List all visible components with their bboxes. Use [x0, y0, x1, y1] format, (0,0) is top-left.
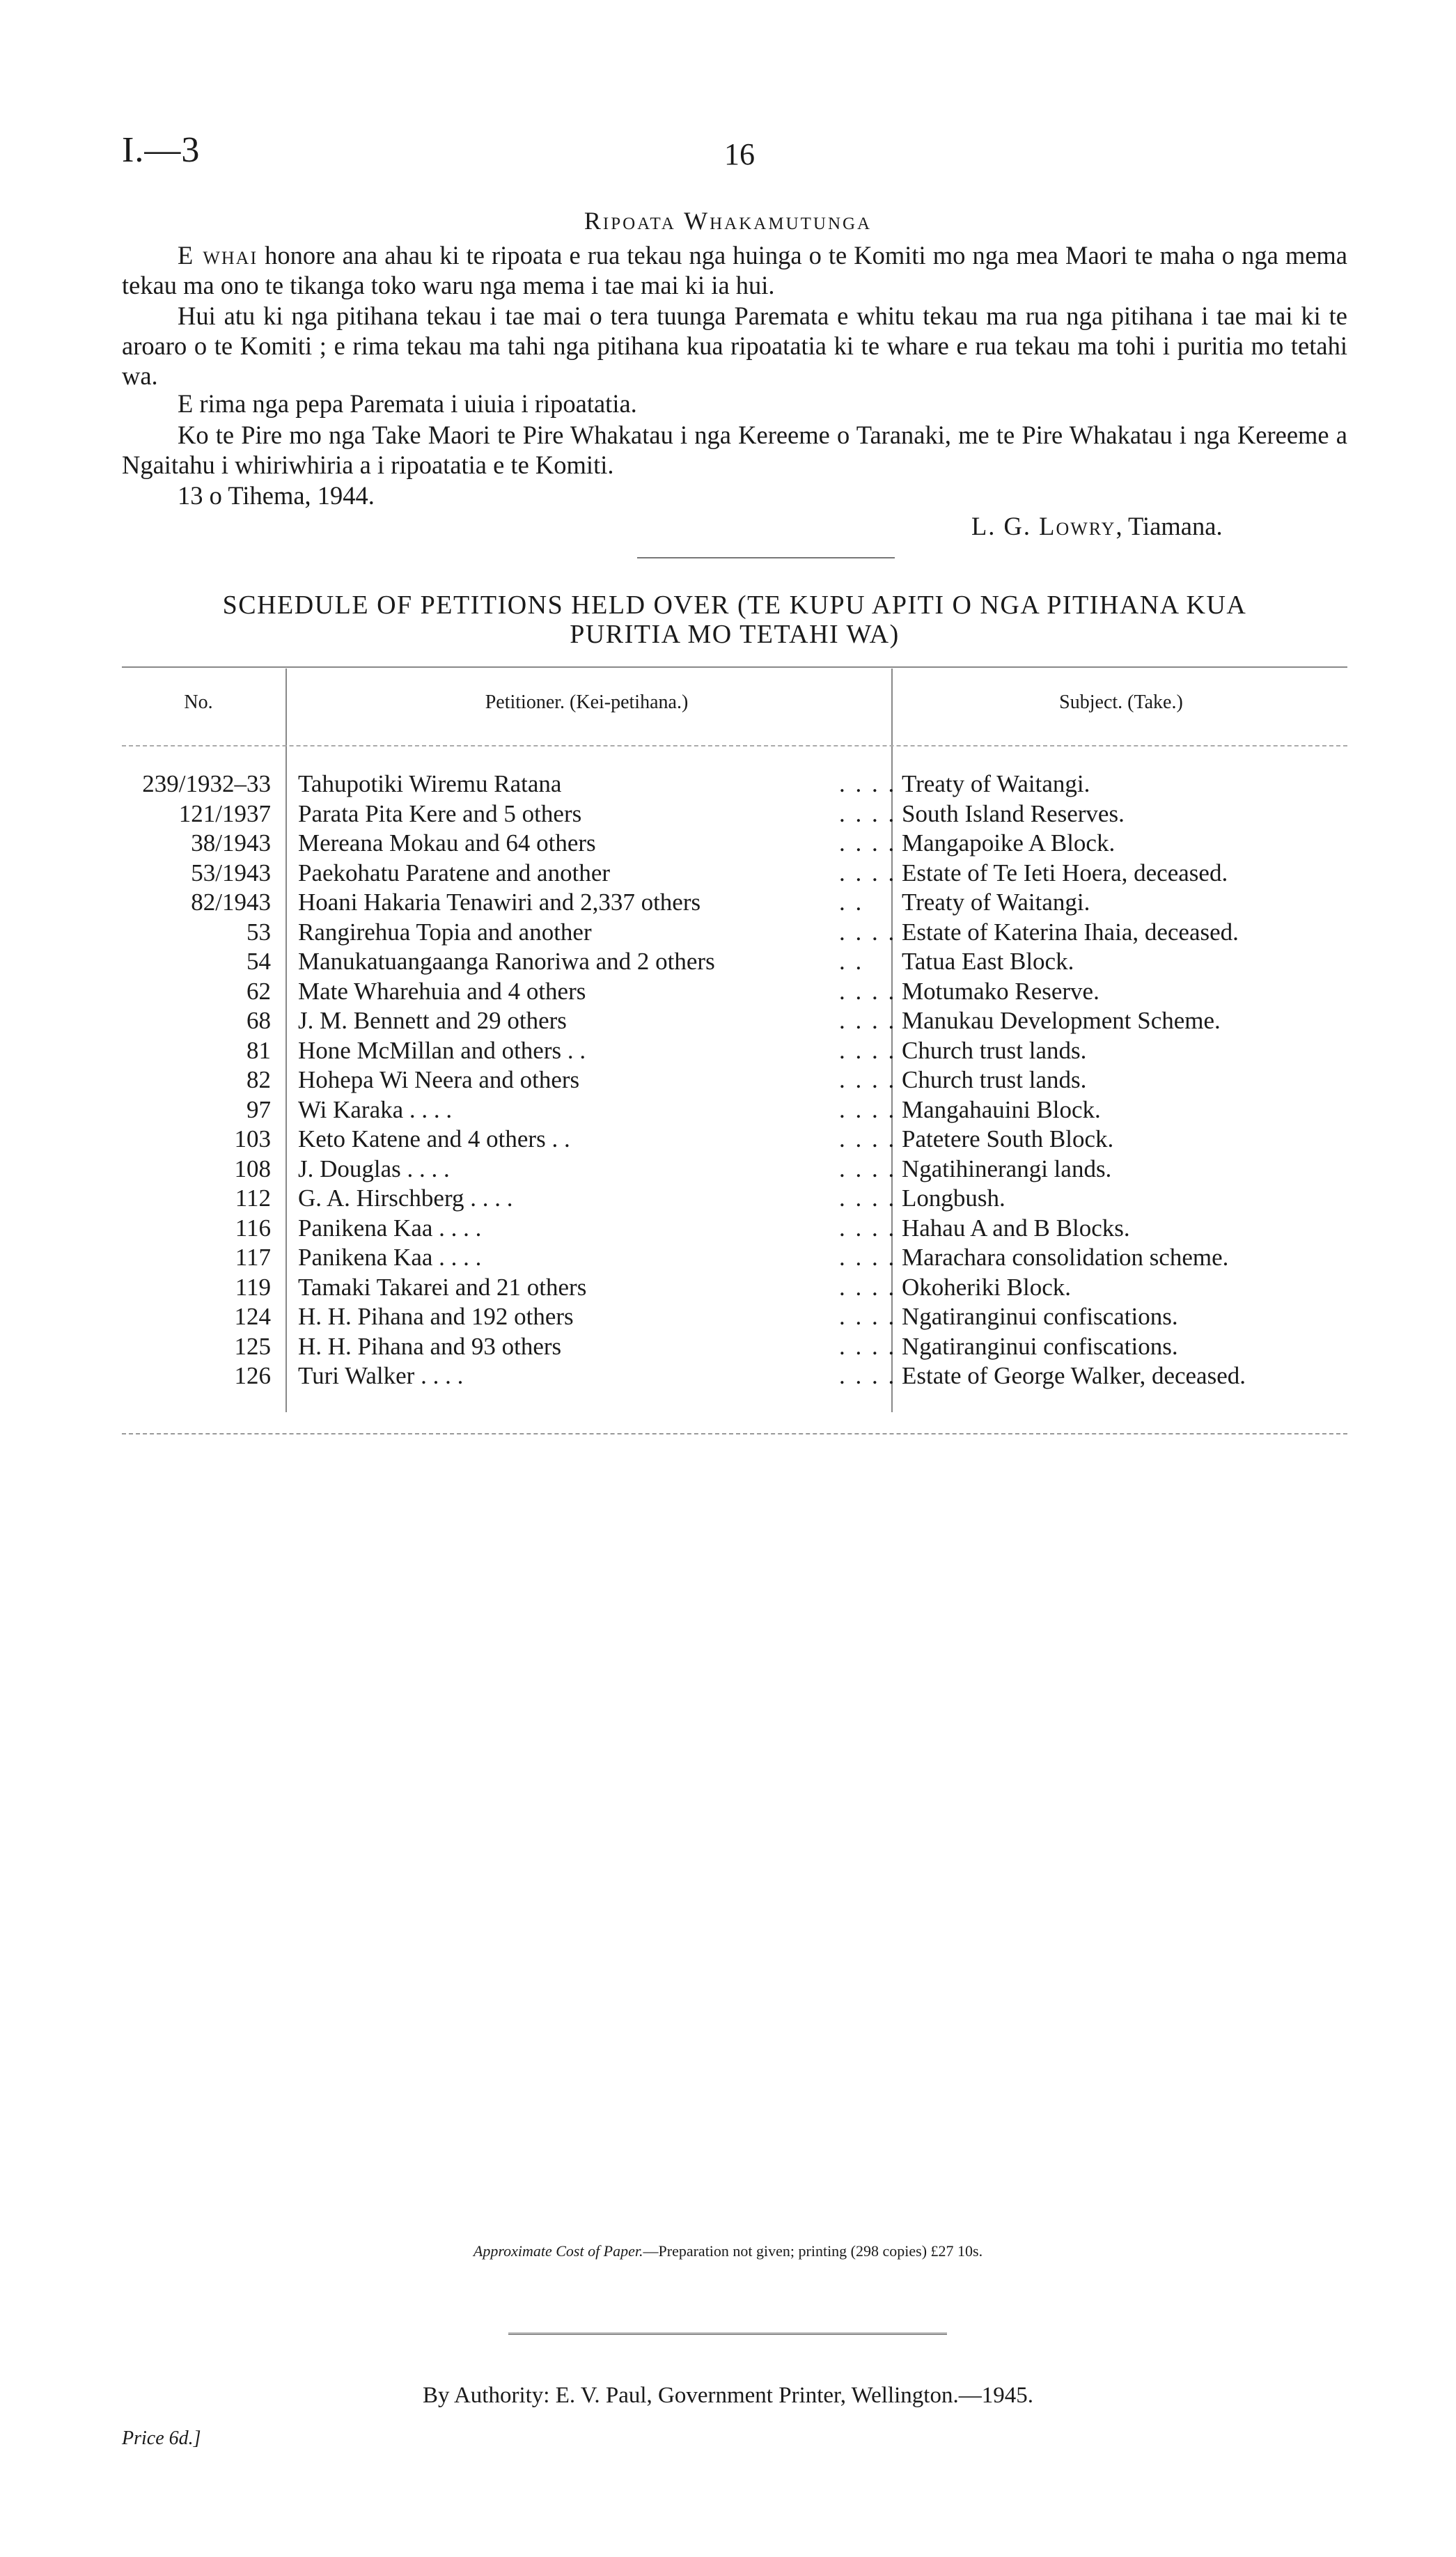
- row-leader-dots: . .: [839, 948, 864, 975]
- row-leader-dots: . . . .: [839, 1007, 897, 1034]
- row-petitioner: Mereana Mokau and 64 others: [298, 829, 596, 857]
- signature-title: , Tiamana.: [1116, 512, 1223, 540]
- row-number: 82: [246, 1066, 271, 1093]
- table-row: [0, 1065, 1456, 1095]
- row-subject: Motumako Reserve.: [902, 977, 1099, 1005]
- row-subject: Church trust lands.: [902, 1066, 1087, 1093]
- row-subject: Estate of Te Ieti Hoera, deceased.: [902, 859, 1228, 886]
- row-leader-dots: . . . .: [839, 1244, 897, 1271]
- table-bottom-rule: [122, 1433, 1347, 1434]
- footer-divider: [508, 2333, 947, 2337]
- row-leader-dots: . . . .: [839, 799, 897, 827]
- row-number: 81: [246, 1036, 271, 1064]
- row-leader-dots: . . . .: [839, 1036, 897, 1064]
- row-leader-dots: . . . .: [839, 1184, 897, 1212]
- row-leader-dots: . . . .: [839, 1125, 897, 1152]
- row-subject: Manukau Development Scheme.: [902, 1007, 1221, 1034]
- row-petitioner: Tahupotiki Wiremu Ratana: [298, 770, 562, 797]
- row-petitioner: Wi Karaka . . . .: [298, 1095, 453, 1123]
- schedule-table-body: [0, 769, 1456, 1391]
- table-row: [0, 1184, 1456, 1214]
- row-number: 53/1943: [191, 859, 271, 886]
- table-row: [0, 1036, 1456, 1066]
- row-petitioner: Panikena Kaa . . . .: [298, 1214, 482, 1242]
- row-petitioner: Parata Pita Kere and 5 others: [298, 799, 582, 827]
- table-row: [0, 799, 1456, 829]
- cost-note-text: —Preparation not given; printing (298 copies) £27 10s.: [643, 2242, 983, 2260]
- row-leader-dots: . . . .: [839, 829, 897, 857]
- row-number: 38/1943: [191, 829, 271, 857]
- table-header-rule: [122, 745, 1347, 746]
- signature: [971, 511, 1223, 541]
- row-subject: Marachara consolidation scheme.: [902, 1244, 1229, 1271]
- row-subject: Okoheriki Block.: [902, 1273, 1072, 1301]
- row-number: 62: [246, 977, 271, 1005]
- row-leader-dots: . . . .: [839, 918, 897, 946]
- row-subject: Ngatiranginui confiscations.: [902, 1332, 1178, 1360]
- row-subject: South Island Reserves.: [902, 799, 1125, 827]
- price: Price 6d.]: [122, 2427, 201, 2449]
- row-subject: Ngatiranginui confiscations.: [902, 1303, 1178, 1330]
- row-subject: Longbush.: [902, 1184, 1005, 1212]
- row-subject: Ngatihinerangi lands.: [902, 1155, 1112, 1182]
- report-paragraph-1: [122, 240, 1347, 300]
- row-number: 112: [235, 1184, 271, 1212]
- row-number: 126: [234, 1362, 271, 1389]
- row-number: 125: [234, 1332, 271, 1360]
- row-petitioner: Keto Katene and 4 others . .: [298, 1125, 570, 1152]
- row-subject: Church trust lands.: [902, 1036, 1087, 1064]
- document-reference: I.—3: [122, 130, 201, 170]
- report-paragraph-1-text: honore ana ahau ki te ripoata e rua tekau nga huinga o te Komiti mo nga mea Maori te maha o nga mema tekau ma ono te tikanga toko waru nga mema i tae mai ki ia hui.: [122, 241, 1348, 299]
- report-date: 13 o Tihema, 1944.: [178, 481, 375, 510]
- row-petitioner: Paekohatu Paratene and another: [298, 859, 611, 886]
- table-row: [0, 1361, 1456, 1391]
- table-row: [0, 859, 1456, 889]
- row-leader-dots: . . . .: [839, 1362, 897, 1389]
- row-number: 54: [246, 948, 271, 975]
- table-row: [0, 1214, 1456, 1244]
- row-subject: Treaty of Waitangi.: [902, 889, 1090, 916]
- row-petitioner: H. H. Pihana and 192 others: [298, 1303, 574, 1330]
- row-petitioner: Mate Wharehuia and 4 others: [298, 977, 586, 1005]
- row-number: 116: [235, 1214, 271, 1242]
- row-subject: Estate of George Walker, deceased.: [902, 1362, 1246, 1389]
- row-number: 103: [234, 1125, 271, 1152]
- row-number: 117: [235, 1244, 271, 1271]
- schedule-title: [122, 591, 1347, 649]
- cost-note-label: Approximate Cost of Paper.: [473, 2242, 643, 2260]
- row-petitioner: Hone McMillan and others . .: [298, 1036, 586, 1064]
- row-number: 97: [246, 1095, 271, 1123]
- section-divider: [637, 557, 895, 558]
- row-number: 68: [246, 1007, 271, 1034]
- table-row: [0, 1302, 1456, 1332]
- printer-authority: By Authority: E. V. Paul, Government Printer, Wellington.—1945.: [423, 2383, 1033, 2408]
- row-leader-dots: . . . .: [839, 859, 897, 886]
- row-leader-dots: . . . .: [839, 770, 897, 797]
- row-petitioner: J. M. Bennett and 29 others: [298, 1007, 567, 1034]
- row-leader-dots: . . . .: [839, 1214, 897, 1242]
- row-petitioner: Turi Walker . . . .: [298, 1362, 464, 1389]
- table-row: [0, 1125, 1456, 1155]
- table-row: [0, 1095, 1456, 1125]
- row-subject: Patetere South Block.: [902, 1125, 1114, 1152]
- schedule-title-line-1: SCHEDULE OF PETITIONS HELD OVER (TE KUPU APITI O NGA PITIHANA KUA: [222, 591, 1247, 620]
- row-petitioner: Manukatuangaanga Ranoriwa and 2 others: [298, 948, 715, 975]
- table-row: [0, 1243, 1456, 1273]
- report-paragraph-1-lead: E whai: [178, 241, 258, 269]
- report-title: Ripoata Whakamutunga: [584, 207, 872, 235]
- report-paragraph-3: E rima nga pepa Paremata i uiuia i ripoatatia.: [178, 389, 637, 418]
- row-petitioner: H. H. Pihana and 93 others: [298, 1332, 562, 1360]
- signature-name: L. G. Lowry: [971, 512, 1116, 540]
- table-row: [0, 947, 1456, 977]
- row-petitioner: G. A. Hirschberg . . . .: [298, 1184, 513, 1212]
- table-row: [0, 888, 1456, 918]
- row-subject: Tatua East Block.: [902, 948, 1074, 975]
- table-row: [0, 1273, 1456, 1303]
- table-row: [0, 918, 1456, 948]
- row-leader-dots: . . . .: [839, 1155, 897, 1182]
- row-leader-dots: . .: [839, 889, 864, 916]
- row-number: 53: [246, 918, 271, 946]
- row-number: 108: [234, 1155, 271, 1182]
- row-subject: Treaty of Waitangi.: [902, 770, 1090, 797]
- page-number: 16: [724, 137, 755, 171]
- table-row: [0, 1155, 1456, 1184]
- row-number: 82/1943: [191, 889, 271, 916]
- table-row: [0, 769, 1456, 799]
- row-number: 119: [235, 1273, 271, 1301]
- report-paragraph-2: Hui atu ki nga pitihana tekau i tae mai o tera tuunga Paremata e whitu tekau ma rua nga pitihana i tae mai ki te aroaro o te Komiti ; e rima tekau ma tahi nga pitihana kua ripoatatia ki te whare e rua tekau ma tohi i puritia mo tetahi wa.: [122, 302, 1347, 390]
- row-subject: Hahau A and B Blocks.: [902, 1214, 1130, 1242]
- row-number: 121/1937: [178, 799, 271, 827]
- table-row: [0, 1332, 1456, 1362]
- row-subject: Estate of Katerina Ihaia, deceased.: [902, 918, 1239, 946]
- row-leader-dots: . . . .: [839, 1303, 897, 1330]
- row-number: 124: [234, 1303, 271, 1330]
- table-top-rule: [122, 666, 1347, 668]
- row-subject: Mangapoike A Block.: [902, 829, 1116, 857]
- table-row: [0, 977, 1456, 1007]
- column-header-subject: Subject. (Take.): [1059, 691, 1183, 713]
- row-petitioner: Rangirehua Topia and another: [298, 918, 592, 946]
- row-subject: Mangahauini Block.: [902, 1095, 1101, 1123]
- column-header-petitioner: Petitioner. (Kei-petihana.): [485, 691, 689, 713]
- table-row: [0, 1006, 1456, 1036]
- row-petitioner: Hohepa Wi Neera and others: [298, 1066, 580, 1093]
- row-leader-dots: . . . .: [839, 1095, 897, 1123]
- schedule-title-line-2: PURITIA MO TETAHI WA): [570, 620, 900, 649]
- row-leader-dots: . . . .: [839, 977, 897, 1005]
- row-leader-dots: . . . .: [839, 1332, 897, 1360]
- table-row: [0, 829, 1456, 859]
- cost-note: [0, 2242, 1456, 2260]
- report-paragraph-4: Ko te Pire mo nga Take Maori te Pire Whakatau i nga Kereeme o Taranaki, me te Pire Whakatau i nga Kereeme a Ngaitahu i whiriwhiria a i ripoatatia e te Komiti.: [122, 421, 1347, 479]
- row-petitioner: J. Douglas . . . .: [298, 1155, 450, 1182]
- column-header-no: No.: [184, 691, 213, 713]
- row-number: 239/1932–33: [142, 770, 271, 797]
- row-leader-dots: . . . .: [839, 1273, 897, 1301]
- row-petitioner: Panikena Kaa . . . .: [298, 1244, 482, 1271]
- row-petitioner: Tamaki Takarei and 21 others: [298, 1273, 587, 1301]
- row-petitioner: Hoani Hakaria Tenawiri and 2,337 others: [298, 889, 701, 916]
- row-leader-dots: . . . .: [839, 1066, 897, 1093]
